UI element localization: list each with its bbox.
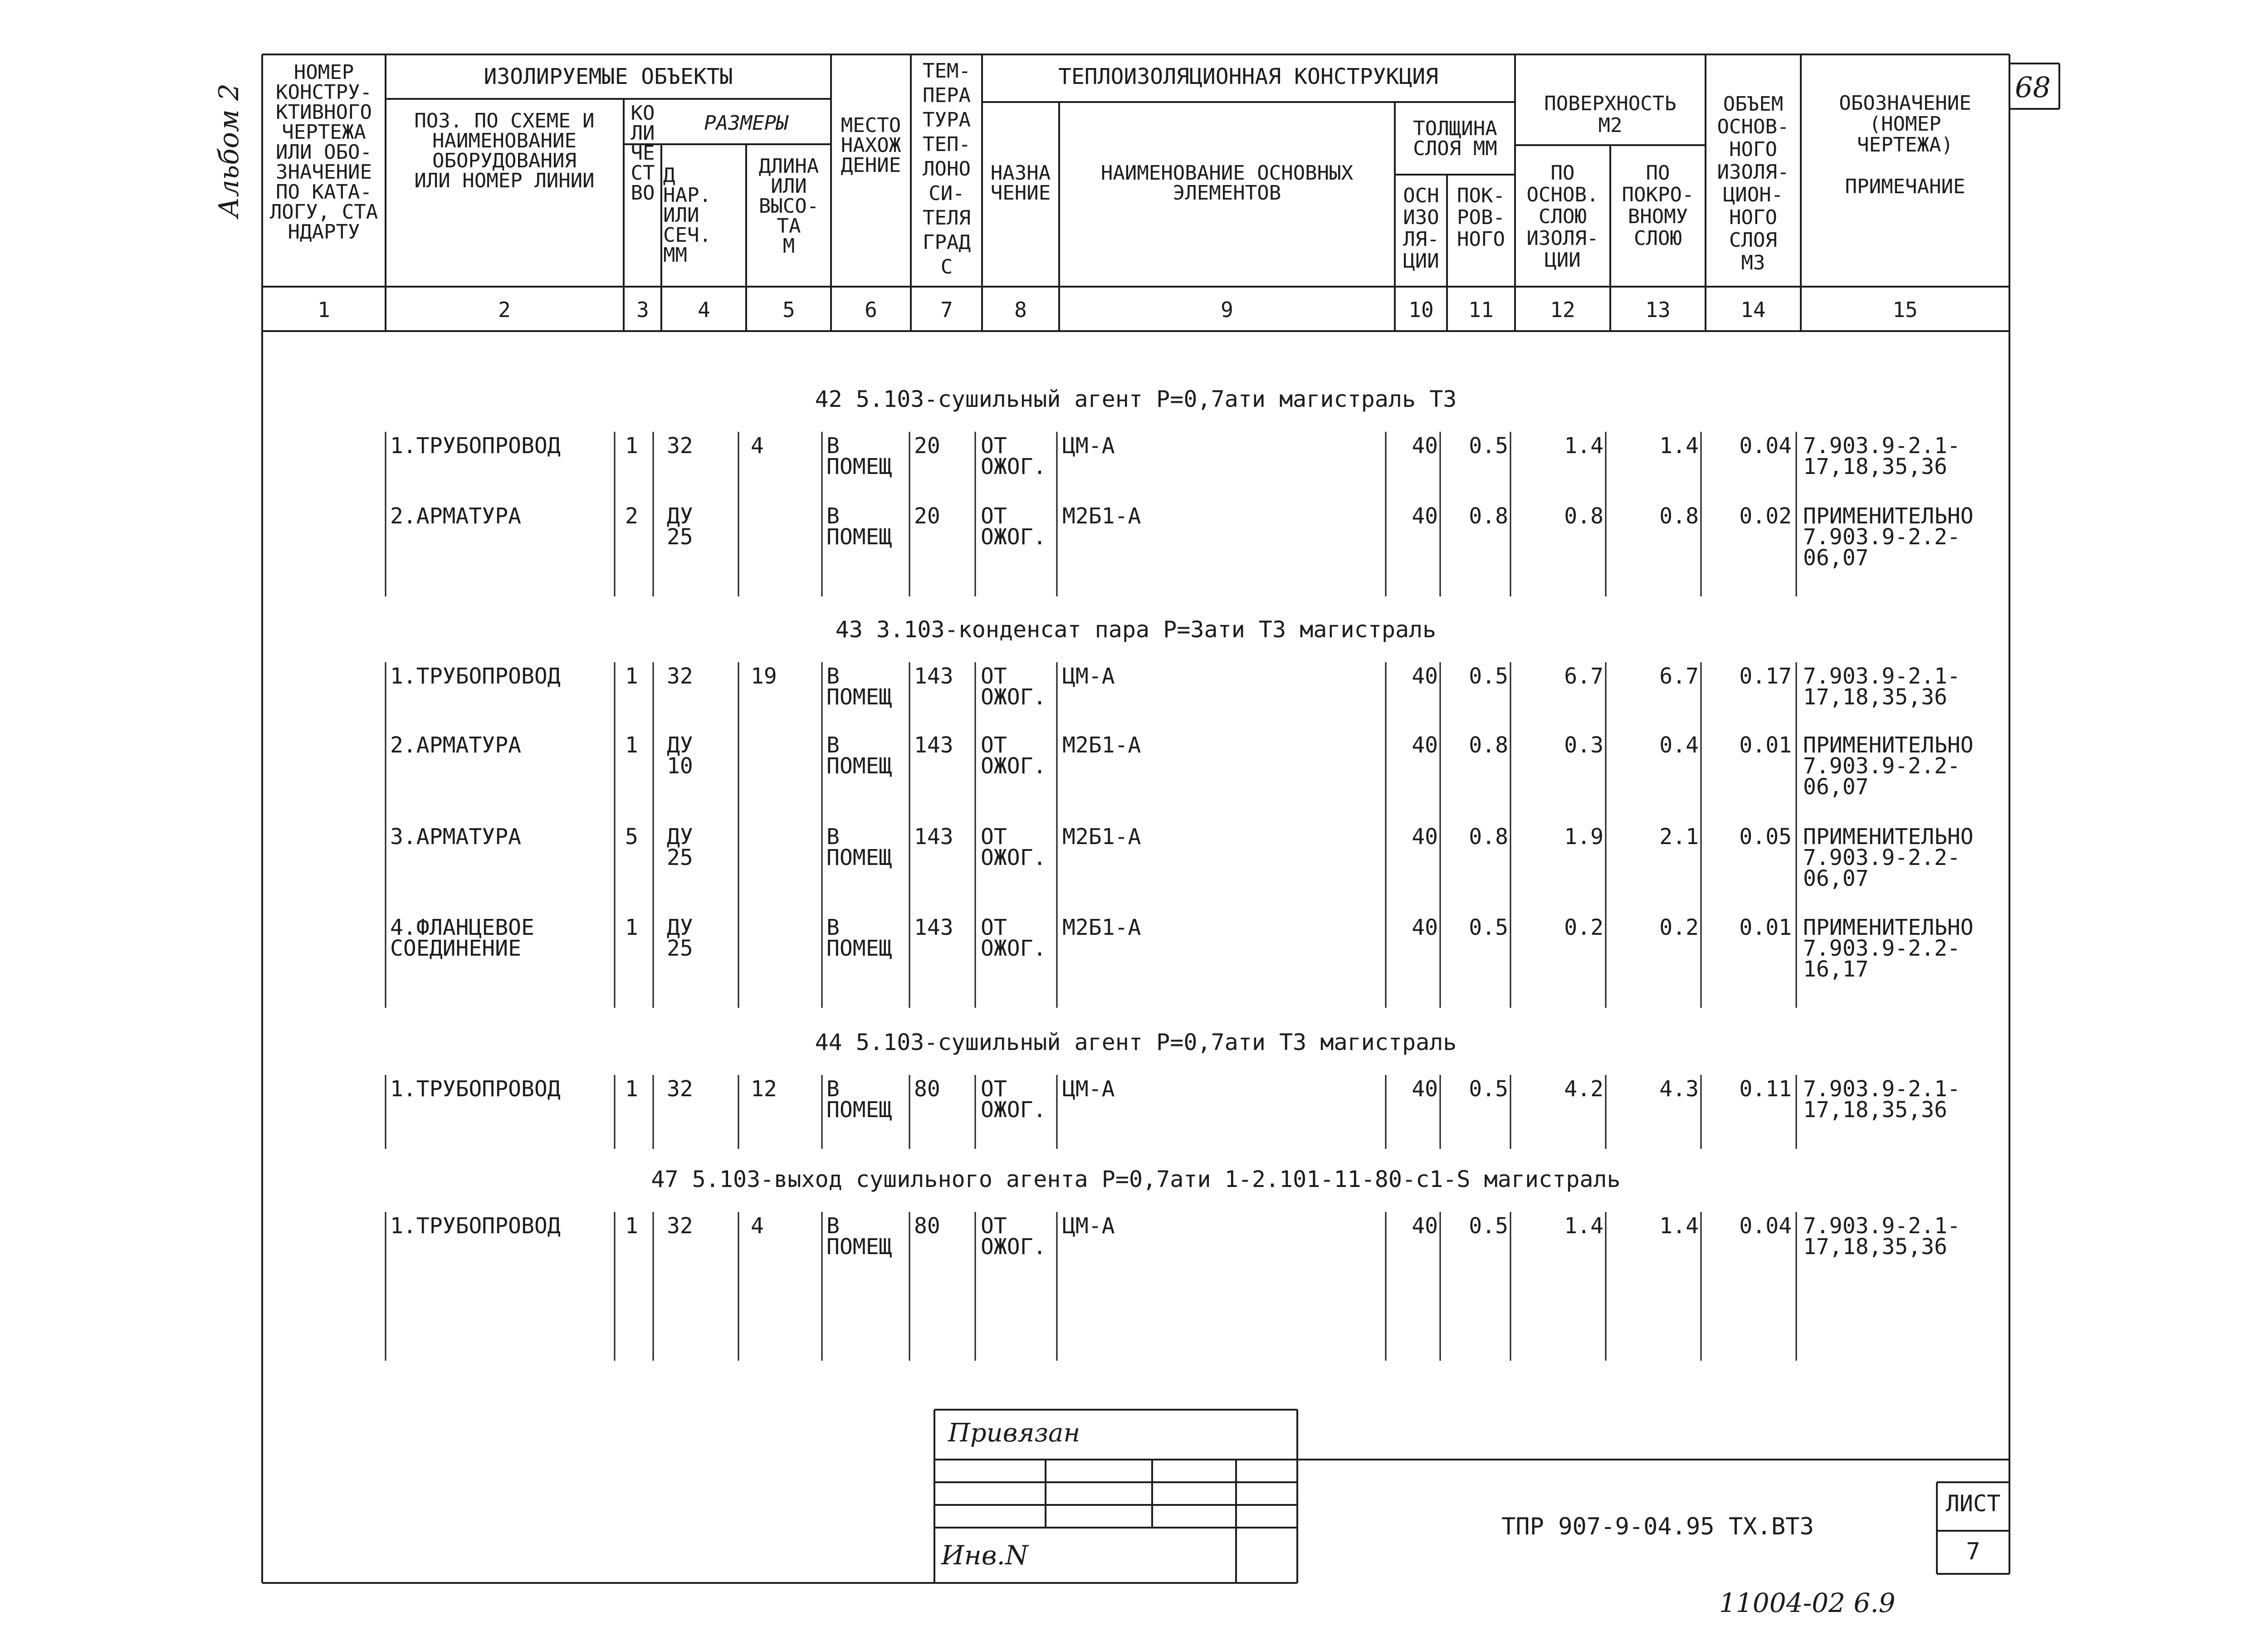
- cell-vol: 0.01: [1739, 915, 1792, 940]
- cell-d: 32: [667, 433, 693, 459]
- cell-t2: 0.5: [1469, 664, 1508, 689]
- header-col2: ПОЗ. ПО СХЕМЕ И НАИМЕНОВАНИЕ ОБОРУДОВАНИЯ ИЛИ НОМЕР ЛИНИИ: [414, 109, 595, 192]
- header-group-thickness: ТОЛЩИНА СЛОЯ ММ: [1413, 117, 1497, 160]
- cell-t1: 40: [1412, 733, 1438, 758]
- cell-t1: 40: [1412, 664, 1438, 689]
- cell-t1: 40: [1412, 433, 1438, 459]
- cell-elements: М2Б1-А: [1062, 915, 1141, 940]
- section-title: 47 5.103-выход сушильного агента Р=0,7ати 1-2.101-11-80-с1-S магистраль: [651, 1166, 1621, 1192]
- cell-place: В ПОМЕЩ: [826, 1213, 892, 1260]
- header-col5: ДЛИНА ИЛИ ВЫСО- ТА М: [758, 155, 819, 258]
- cell-temp: 143: [914, 915, 953, 940]
- cell-purpose: ОТ ОЖОГ.: [981, 733, 1046, 779]
- cell-note: ПРИМЕНИТЕЛЬНО 7.903.9-2.2- 06,07: [1803, 824, 1974, 891]
- cell-note: ПРИМЕНИТЕЛЬНО 7.903.9-2.2- 06,07: [1803, 733, 1974, 800]
- footer-code: 11004-02 6.9: [1719, 1587, 1896, 1618]
- privyazan-label: Привязан: [948, 1418, 1080, 1448]
- cell-t2: 0.8: [1469, 503, 1508, 529]
- column-number: 7: [940, 298, 953, 322]
- cell-qty: 1: [625, 664, 638, 689]
- cell-note: 7.903.9-2.1- 17,18,35,36: [1803, 664, 1960, 710]
- column-number: 12: [1550, 298, 1575, 322]
- header-col14: ОБЪЕМ ОСНОВ- НОГО ИЗОЛЯ- ЦИОН- НОГО СЛОЯ М3: [1717, 93, 1789, 274]
- cell-elements: ЦМ-А: [1062, 1076, 1115, 1102]
- cell-qty: 1: [625, 915, 638, 940]
- cell-name: 4.ФЛАНЦЕВОЕ СОЕДИНЕНИЕ: [390, 915, 534, 961]
- cell-purpose: ОТ ОЖОГ.: [981, 664, 1046, 710]
- cell-s1: 0.8: [1564, 503, 1603, 529]
- cell-qty: 1: [625, 433, 638, 459]
- cell-purpose: ОТ ОЖОГ.: [981, 503, 1046, 550]
- cell-t2: 0.8: [1469, 733, 1508, 758]
- cell-note: ПРИМЕНИТЕЛЬНО 7.903.9-2.2- 16,17: [1803, 915, 1974, 982]
- cell-temp: 20: [914, 433, 940, 459]
- header-group-sizes: РАЗМЕРЫ: [704, 112, 788, 135]
- cell-s2: 1.4: [1659, 433, 1699, 459]
- cell-s2: 0.8: [1659, 503, 1699, 529]
- cell-d: ДУ 25: [667, 824, 693, 870]
- cell-s1: 6.7: [1564, 664, 1603, 689]
- column-number: 13: [1645, 298, 1671, 322]
- cell-d: 32: [667, 664, 693, 689]
- cell-len: 19: [751, 664, 777, 689]
- cell-t1: 40: [1412, 824, 1438, 850]
- page-number: 68: [2015, 71, 2051, 104]
- cell-place: В ПОМЕЩ: [826, 503, 892, 550]
- cell-elements: ЦМ-А: [1062, 1213, 1115, 1239]
- cell-elements: ЦМ-А: [1062, 664, 1115, 689]
- cell-qty: 2: [625, 503, 638, 529]
- cell-temp: 143: [914, 664, 953, 689]
- column-number: 11: [1468, 298, 1494, 322]
- column-number: 15: [1892, 298, 1918, 322]
- cell-s2: 4.3: [1659, 1076, 1699, 1102]
- cell-name: 1.ТРУБОПРОВОД: [390, 664, 561, 689]
- cell-vol: 0.04: [1739, 433, 1792, 459]
- cell-place: В ПОМЕЩ: [826, 824, 892, 870]
- cell-t2: 0.5: [1469, 915, 1508, 940]
- header-col15: ОБОЗНАЧЕНИЕ (НОМЕР ЧЕРТЕЖА) ПРИМЕЧАНИЕ: [1839, 92, 1971, 198]
- cell-vol: 0.01: [1739, 733, 1792, 758]
- cell-s2: 0.4: [1659, 733, 1699, 758]
- header-col6: МЕСТО НАХОЖ ДЕНИЕ: [841, 114, 901, 177]
- header-group-objects: ИЗОЛИРУЕМЫЕ ОБЪЕКТЫ: [484, 64, 733, 89]
- cell-d: 32: [667, 1076, 693, 1102]
- cell-place: В ПОМЕЩ: [826, 915, 892, 961]
- cell-t2: 0.5: [1469, 433, 1508, 459]
- cell-purpose: ОТ ОЖОГ.: [981, 915, 1046, 961]
- cell-purpose: ОТ ОЖОГ.: [981, 824, 1046, 870]
- cell-t1: 40: [1412, 915, 1438, 940]
- sheet-label: ЛИСТ: [1945, 1490, 2001, 1517]
- cell-len: 12: [751, 1076, 777, 1102]
- cell-s2: 6.7: [1659, 664, 1699, 689]
- header-col10: ОСН ИЗО ЛЯ- ЦИИ: [1403, 184, 1439, 273]
- cell-s1: 0.3: [1564, 733, 1603, 758]
- section-title: 43 3.103-конденсат пара Р=3ати Т3 магистраль: [835, 616, 1437, 643]
- cell-note: 7.903.9-2.1- 17,18,35,36: [1803, 1076, 1960, 1123]
- cell-elements: М2Б1-А: [1062, 503, 1141, 529]
- header-col12: ПО ОСНОВ. СЛОЮ ИЗОЛЯ- ЦИИ: [1526, 161, 1599, 272]
- cell-s2: 0.2: [1659, 915, 1699, 940]
- section-title: 42 5.103-сушильный агент Р=0,7ати магистраль Т3: [815, 386, 1457, 412]
- cell-d: ДУ 25: [667, 915, 693, 961]
- cell-name: 2.АРМАТУРА: [390, 733, 521, 758]
- cell-name: 3.АРМАТУРА: [390, 824, 521, 850]
- cell-vol: 0.02: [1739, 503, 1792, 529]
- cell-len: 4: [751, 1213, 764, 1239]
- cell-note: ПРИМЕНИТЕЛЬНО 7.903.9-2.2- 06,07: [1803, 503, 1974, 571]
- header-col8: НАЗНА ЧЕНИЕ: [990, 161, 1051, 205]
- cell-s1: 0.2: [1564, 915, 1603, 940]
- cell-s2: 1.4: [1659, 1213, 1699, 1239]
- cell-s1: 1.4: [1564, 1213, 1603, 1239]
- cell-place: В ПОМЕЩ: [826, 664, 892, 710]
- cell-temp: 80: [914, 1213, 940, 1239]
- cell-name: 2.АРМАТУРА: [390, 503, 521, 529]
- section-title: 44 5.103-сушильный агент Р=0,7ати Т3 магистраль: [815, 1029, 1457, 1055]
- cell-t1: 40: [1412, 503, 1438, 529]
- cell-d: 32: [667, 1213, 693, 1239]
- header-col4: Д НАР. ИЛИ СЕЧ. ММ: [663, 164, 711, 267]
- cell-elements: М2Б1-А: [1062, 824, 1141, 850]
- cell-vol: 0.05: [1739, 824, 1792, 850]
- cell-place: В ПОМЕЩ: [826, 733, 892, 779]
- cell-t1: 40: [1412, 1213, 1438, 1239]
- header-col13: ПО ПОКРО- ВНОМУ СЛОЮ: [1622, 161, 1694, 250]
- cell-place: В ПОМЕЩ: [826, 1076, 892, 1123]
- cell-purpose: ОТ ОЖОГ.: [981, 433, 1046, 479]
- album-label: Альбом 2: [213, 83, 245, 218]
- cell-t2: 0.8: [1469, 824, 1508, 850]
- inventory-label: Инв.N: [941, 1540, 1028, 1571]
- header-col7: ТЕМ- ПЕРА ТУРА ТЕП- ЛОНО СИ- ТЕЛЯ ГРАД С: [923, 59, 971, 278]
- document-code: ТПР 907-9-04.95 ТХ.ВТ3: [1501, 1513, 1814, 1540]
- cell-d: ДУ 10: [667, 733, 693, 779]
- cell-name: 1.ТРУБОПРОВОД: [390, 1213, 561, 1239]
- cell-elements: ЦМ-А: [1062, 433, 1115, 459]
- header-col3: КО ЛИ ЧЕ СТ ВО: [631, 102, 655, 205]
- header-group-construction: ТЕПЛОИЗОЛЯЦИОННАЯ КОНСТРУКЦИЯ: [1058, 64, 1439, 89]
- header-col9: НАИМЕНОВАНИЕ ОСНОВНЫХ ЭЛЕМЕНТОВ: [1100, 161, 1354, 205]
- header-col11: ПОК- РОВ- НОГО: [1457, 184, 1505, 251]
- cell-temp: 143: [914, 733, 953, 758]
- column-number: 6: [865, 298, 877, 322]
- cell-s1: 1.4: [1564, 433, 1603, 459]
- cell-s1: 1.9: [1564, 824, 1603, 850]
- cell-temp: 20: [914, 503, 940, 529]
- cell-t2: 0.5: [1469, 1076, 1508, 1102]
- header-group-surface: ПОВЕРХНОСТЬ М2: [1544, 92, 1677, 137]
- cell-s1: 4.2: [1564, 1076, 1603, 1102]
- column-number: 2: [498, 298, 511, 322]
- column-number: 1: [318, 298, 330, 322]
- cell-name: 1.ТРУБОПРОВОД: [390, 433, 561, 459]
- column-number: 4: [698, 298, 710, 322]
- cell-vol: 0.17: [1739, 664, 1792, 689]
- column-number: 9: [1221, 298, 1233, 322]
- column-number: 5: [782, 298, 795, 322]
- cell-elements: М2Б1-А: [1062, 733, 1141, 758]
- cell-qty: 1: [625, 1076, 638, 1102]
- column-number: 3: [636, 298, 649, 322]
- cell-note: 7.903.9-2.1- 17,18,35,36: [1803, 433, 1960, 479]
- cell-s2: 2.1: [1659, 824, 1699, 850]
- cell-purpose: ОТ ОЖОГ.: [981, 1076, 1046, 1123]
- cell-temp: 143: [914, 824, 953, 850]
- cell-note: 7.903.9-2.1- 17,18,35,36: [1803, 1213, 1960, 1260]
- column-number: 8: [1014, 298, 1027, 322]
- header-col1: НОМЕР КОНСТРУ- КТИВНОГО ЧЕРТЕЖА ИЛИ ОБО- ЗНАЧЕНИЕ ПО КАТА- ЛОГУ, СТА НДАРТУ: [269, 61, 378, 244]
- cell-name: 1.ТРУБОПРОВОД: [390, 1076, 561, 1102]
- cell-vol: 0.04: [1739, 1213, 1792, 1239]
- cell-len: 4: [751, 433, 764, 459]
- cell-t2: 0.5: [1469, 1213, 1508, 1239]
- cell-qty: 1: [625, 1213, 638, 1239]
- column-number: 10: [1408, 298, 1434, 322]
- cell-d: ДУ 25: [667, 503, 693, 550]
- sheet-number: 7: [1966, 1538, 1980, 1565]
- cell-qty: 1: [625, 733, 638, 758]
- cell-purpose: ОТ ОЖОГ.: [981, 1213, 1046, 1260]
- cell-place: В ПОМЕЩ: [826, 433, 892, 479]
- cell-t1: 40: [1412, 1076, 1438, 1102]
- cell-qty: 5: [625, 824, 638, 850]
- column-number: 14: [1740, 298, 1766, 322]
- cell-vol: 0.11: [1739, 1076, 1792, 1102]
- cell-temp: 80: [914, 1076, 940, 1102]
